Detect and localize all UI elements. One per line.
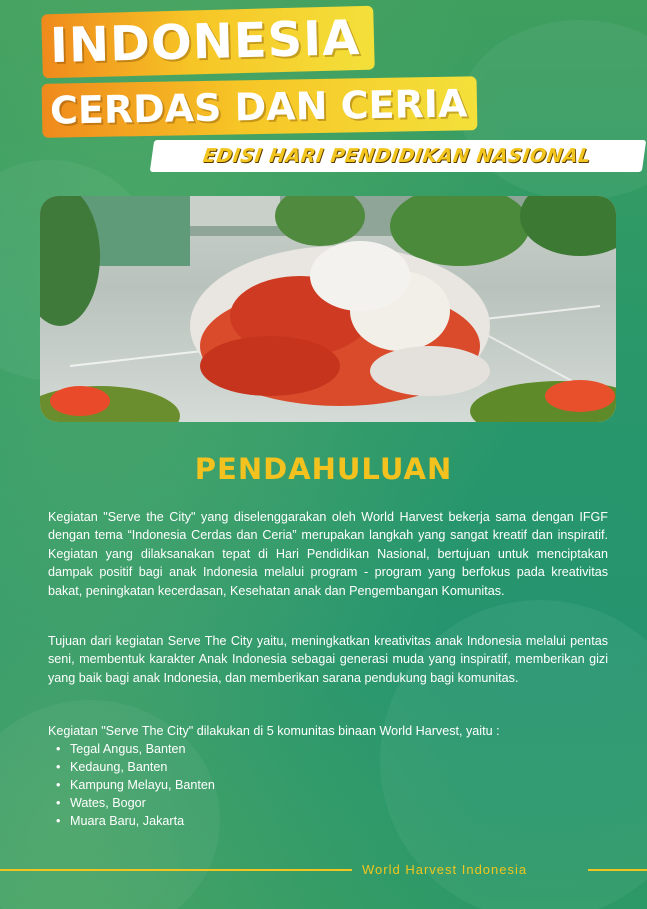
bullet-icon: • [56, 796, 61, 810]
footer-organization: World Harvest Indonesia [362, 862, 528, 877]
bullet-icon: • [56, 778, 61, 792]
group-photo [40, 196, 616, 422]
locations-intro: Kegiatan "Serve The City" dilakukan di 5 komunitas binaan World Harvest, yaitu : [48, 724, 500, 738]
subtitle-text: EDISI HARI PENDIDIKAN NASIONAL [201, 145, 593, 167]
bullet-icon: • [56, 814, 61, 828]
intro-paragraph: Kegiatan "Serve the City" yang diselenggarakan oleh World Harvest bekerja sama dengan IFGF dengan tema “Indonesia Cerdas dan Ceria” merupakan langkah yang sangat kreatif dan inspiratif. Kegiatan yang dilaksanakan tepat di Hari Pendidikan Nasional, bertujuan untuk menciptakan dampak positif bagi anak Indonesia melalui program - program yang berfokus pada kreativitas bakat, peningkatan kecerdasan, Kesehatan anak dan Pengembangan Komunitas. [48, 510, 608, 598]
purpose-paragraph: Tujuan dari kegiatan Serve The City yaitu, meningkatkan kreativitas anak Indonesia melalui pentas seni, membentuk karakter Anak Indonesia sebagai generasi muda yang inspiratif, memberikan gizi yang baik bagi anak Indonesia, dan memberikan sarana pendukung bagi komunitas. [48, 634, 608, 685]
section-heading: PENDAHULUAN [194, 452, 453, 486]
bullet-icon: • [56, 760, 61, 774]
title-line-2: CERDAS DAN CERIA [42, 76, 478, 138]
list-item: • Kampung Melayu, Banten [56, 778, 215, 792]
list-item: • Wates, Bogor [56, 796, 146, 810]
footer-divider-right [588, 869, 647, 871]
background-decoration [460, 20, 647, 200]
bullet-icon: • [56, 742, 61, 756]
title-line-1: INDONESIA [41, 6, 375, 79]
list-item: • Tegal Angus, Banten [56, 742, 186, 756]
footer-divider-left [0, 869, 352, 871]
community-list [56, 740, 215, 830]
list-item: • Muara Baru, Jakarta [56, 814, 185, 828]
list-item: • Kedaung, Banten [56, 760, 168, 774]
group-photo-illustration [40, 196, 616, 422]
